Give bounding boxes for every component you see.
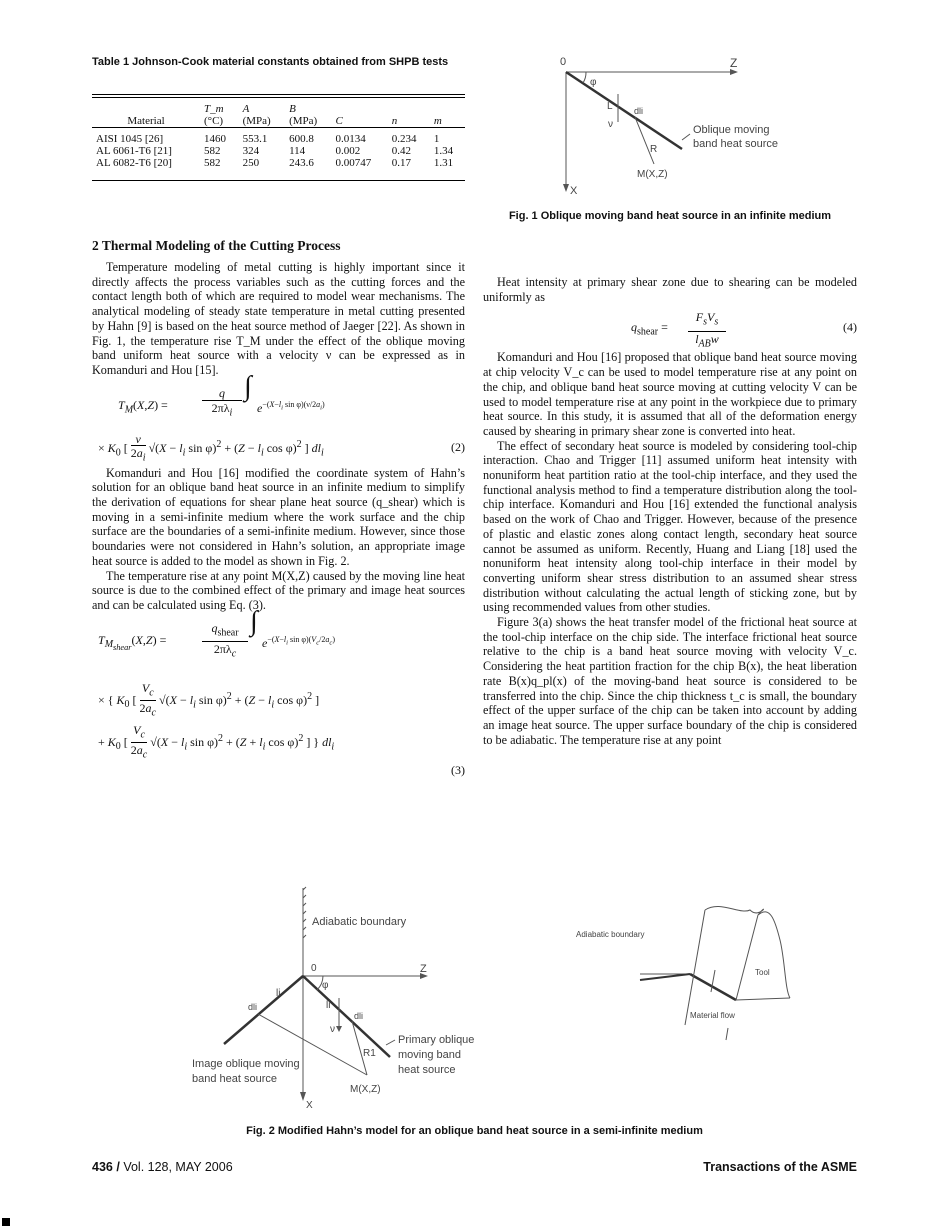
fig1-source-label-1: Oblique moving xyxy=(693,124,770,136)
table-cell: AISI 1045 [26] xyxy=(96,133,164,145)
equation-4: $q_{shear}$ = $F_sV_s$ $l_{AB}w$ (4) xyxy=(483,310,857,348)
fig2-dli-right: dli xyxy=(354,1011,364,1021)
page-number: 436 xyxy=(92,1160,113,1174)
table-cell: 582 xyxy=(204,157,221,169)
corner-mark xyxy=(2,1218,10,1226)
fig1-x: X xyxy=(570,185,578,197)
fig2-phi: φ xyxy=(322,980,329,991)
table-cell: 553.1 xyxy=(242,133,268,145)
right-column xyxy=(483,275,857,747)
table-1 xyxy=(92,103,465,169)
fig1-source-label-2: band heat source xyxy=(693,138,779,150)
table-cell: 1.31 xyxy=(433,157,454,169)
fig1-origin: 0 xyxy=(560,56,567,68)
figure-1-caption: Fig. 1 Oblique moving band heat source in an infinite medium xyxy=(508,210,832,222)
fig2-image-label-2: band heat source xyxy=(192,1073,278,1085)
fig2-v: ν xyxy=(330,1024,335,1035)
table-header-cell: (MPa) xyxy=(289,115,318,127)
left-paragraph-2: Komanduri and Hou [16] modified the coordinate system of Hahn’s solution for an oblique band heat source in an infinite medium to simplify the derivation of equations for shear plane heat source (q_shear) which is moving in a semi-infinite medium where the work surface and the chip surface are the boundaries of a semi-infinite medium. However, since those boundaries were not considered in Hahn’s solution, an appropriate image heat source is added to the model as shown in Fig. 2. xyxy=(92,465,465,568)
fig1-v: ν xyxy=(608,119,613,130)
journal-name: Transactions of the ASME xyxy=(703,1160,857,1174)
fig1-L: L xyxy=(607,101,613,112)
equation-2-number: (2) xyxy=(451,439,465,454)
table-header-cell xyxy=(92,103,200,115)
equation-3-number: (3) xyxy=(451,762,465,777)
table-rule-top xyxy=(92,94,465,98)
fig2-R1: R1 xyxy=(363,1048,376,1059)
fig2-material-flow: Material flow xyxy=(690,1011,735,1020)
fig2-z: Z xyxy=(420,963,427,975)
fig1-dli: dli xyxy=(634,106,644,116)
table-header-cell: C xyxy=(335,115,343,127)
table-cell: 1460 xyxy=(204,133,227,145)
table-header-cell xyxy=(430,103,465,115)
table-cell: 0.42 xyxy=(391,145,412,157)
figure-2-caption: Fig. 2 Modified Hahn’s model for an oblique band heat source in a semi-infinite medium xyxy=(246,1125,703,1137)
table-cell: 114 xyxy=(289,145,306,157)
fig2-adiabatic-label: Adiabatic boundary xyxy=(312,916,407,928)
fig2-image-label-1: Image oblique moving xyxy=(192,1058,300,1070)
table-header-cell: Material xyxy=(127,115,165,127)
table-cell: 1 xyxy=(433,133,440,145)
fig2-tool: Tool xyxy=(755,968,770,977)
footer-left xyxy=(92,1160,233,1175)
fig1-R: R xyxy=(650,144,658,155)
footer-separator: / xyxy=(116,1160,120,1174)
fig2-x: X xyxy=(306,1100,313,1110)
table-row xyxy=(92,128,465,146)
table-rule-bottom xyxy=(92,180,465,181)
right-paragraph-1: Heat intensity at primary shear zone due to shearing can be modeled uniformly as xyxy=(483,275,857,304)
table-header-cell: (°C) xyxy=(204,115,224,127)
table-header-cell xyxy=(388,103,430,115)
table-header-cell xyxy=(332,103,388,115)
table-row xyxy=(92,145,465,157)
left-paragraph-3: The temperature rise at any point M(X,Z) caused by the moving line heat source is due to the combined effect of the primary and image heat sources and can be calculated using Eq. (3). xyxy=(92,568,465,612)
fig2-primary-label-1: Primary oblique xyxy=(398,1034,475,1046)
left-paragraph-1: Temperature modeling of metal cutting is highly important since it directly affects the process variables such as the cutting forces and the contact length both of which are required to model wear mechanisms. The analytical modeling of steady state temperature in metal cutting presented by Hahn [9] is based on the heat source method of Jaeger [22]. As shown in Fig. 1, the temperature rise T_M under the effect of the oblique moving band uniform heat source with a velocity ν can be expressed as in Komanduri and Hou [15]. xyxy=(92,260,465,377)
table-header-cell: m xyxy=(433,115,442,127)
table-cell: 0.0134 xyxy=(335,133,366,145)
fig2-primary-label-3: heat source xyxy=(398,1064,456,1076)
left-column xyxy=(92,237,465,779)
table-cell: 600.8 xyxy=(289,133,314,145)
table-cell: 243.6 xyxy=(289,157,314,169)
table-header-cell: B xyxy=(289,103,296,115)
table-cell: 1.34 xyxy=(433,145,454,157)
table-cell: 0.00747 xyxy=(335,157,372,169)
fig2-adiabatic-label-2: Adiabatic boundary xyxy=(576,930,645,939)
table-header-cell: A xyxy=(242,103,250,115)
table-header-cell: T_m xyxy=(204,103,224,115)
volume-info: Vol. 128, MAY 2006 xyxy=(123,1160,233,1174)
right-paragraph-3: The effect of secondary heat source is modeled by considering tool-chip interaction. Chao and Trigger [11] assumed uniform heat intensity with nonuniform heat partition ratio at the tool-chip interface, and they used the functional analysis method to find a temperature distribution along the tool-chip interface. Komanduri and Hou [16] extended the functional analysis based on the work of Chao and Trigger. However, because of the presence of plastic and elastic zones along contact length, secondary heat source cannot be assumed as uniform. Recently, Huang and Liang [18] used the nonuniform heat intensity along tool-chip interface in their model by converting uniform shear stress distribution to an assumed shear stress distribution without calculating the actual length of sticking zone, but by using recommended values from other studies. xyxy=(483,438,857,615)
fig2-origin: 0 xyxy=(311,963,317,974)
fig2-li-right: li xyxy=(326,1000,331,1011)
table-cell: 324 xyxy=(242,145,260,157)
fig1-M: M(X,Z) xyxy=(637,169,668,180)
fig2-dli-left: dli xyxy=(248,1002,258,1012)
right-paragraph-4: Figure 3(a) shows the heat transfer model of the frictional heat source at the tool-chip interface on the chip side. The interface frictional heat source relative to the chip is a band heat source moving with velocity V_c. Considering the heat partition fraction for the chip B(x), the heat liberation rate B(x)q_pl(x) of the moving-band heat source is considered to be transferred into the chip. Since the chip thickness t_c is small, the boundary effect of the upper surface of the chip can be taken into account by adding an image heat source. The upper surface boundary of the chip is considered to be adiabatic. The temperature rise at any point xyxy=(483,615,857,747)
figure-1-diagram xyxy=(550,52,850,202)
fig2-primary-label-2: moving band xyxy=(398,1049,461,1061)
equation-3: $T_{M_{shear}}(X,Z)$ = $q_{shear}$ $2\pi\lambda_c$ ∫ $e^{-(X-l_i sin \varphi)(V_c/2a_c)}$ × { $K_0$ [ $\frac{V_c}{2a_c} √(X - l_i$ $\sin \varphi)^2 + (Z - l_i$ cos φ)$^2$ ] + $K_0$ [ $\frac{V_c}{2a_c} √(X - l_i$ $\sin \varphi)^2 + (Z + l_i$ cos φ)$^2$ ] } $dl_i$ (3) xyxy=(98,605,465,777)
table-header-cell: (MPa) xyxy=(242,115,271,127)
equation-2: $T_M(X,Z)$ = q $2\pi\lambda_i$ ∫ $e^{-(X-l_i sin \varphi)(\nu/2a_i)}$ × $K_0$ [ $\frac{\nu}{2a_i} √(X - l_i$ $\sin \varphi)^2 + (Z - l_i$ cos φ)$^2$ ] $dl_i$ (2) xyxy=(98,370,465,464)
table-cell: 250 xyxy=(242,157,260,169)
table-cell: AL 6082-T6 [20] xyxy=(96,157,172,169)
table-cell: 582 xyxy=(204,145,221,157)
table-caption: Table 1 Johnson-Cook material constants obtained from SHPB tests xyxy=(92,56,449,68)
table-cell: AL 6061-T6 [21] xyxy=(96,145,172,157)
fig1-phi: φ xyxy=(590,77,597,88)
table-cell: 0.17 xyxy=(391,157,412,169)
equation-4-number: (4) xyxy=(843,320,857,335)
table-cell: 0.234 xyxy=(391,133,417,145)
table-header-cell: n xyxy=(391,115,398,127)
table-cell: 0.002 xyxy=(335,145,361,157)
fig2-li-left: li xyxy=(276,988,281,999)
table-row xyxy=(92,157,465,169)
section-title: 2 Thermal Modeling of the Cutting Process xyxy=(92,238,341,253)
fig2-M: M(X,Z) xyxy=(350,1084,381,1095)
right-paragraph-2: Komanduri and Hou [16] proposed that oblique band heat source moving at chip velocity V_c can be used to model temperature rise at any point on the chip, and oblique band heat source moving at cutting velocity V can be used to model temperature rise at any point in the workpiece due to primary heat source. In this study, it is assumed that all of the deformation energy caused by shearing in primary shear zone is converted into heat. xyxy=(483,350,857,438)
figure-2-diagram xyxy=(180,880,880,1110)
fig1-z: Z xyxy=(730,56,738,70)
